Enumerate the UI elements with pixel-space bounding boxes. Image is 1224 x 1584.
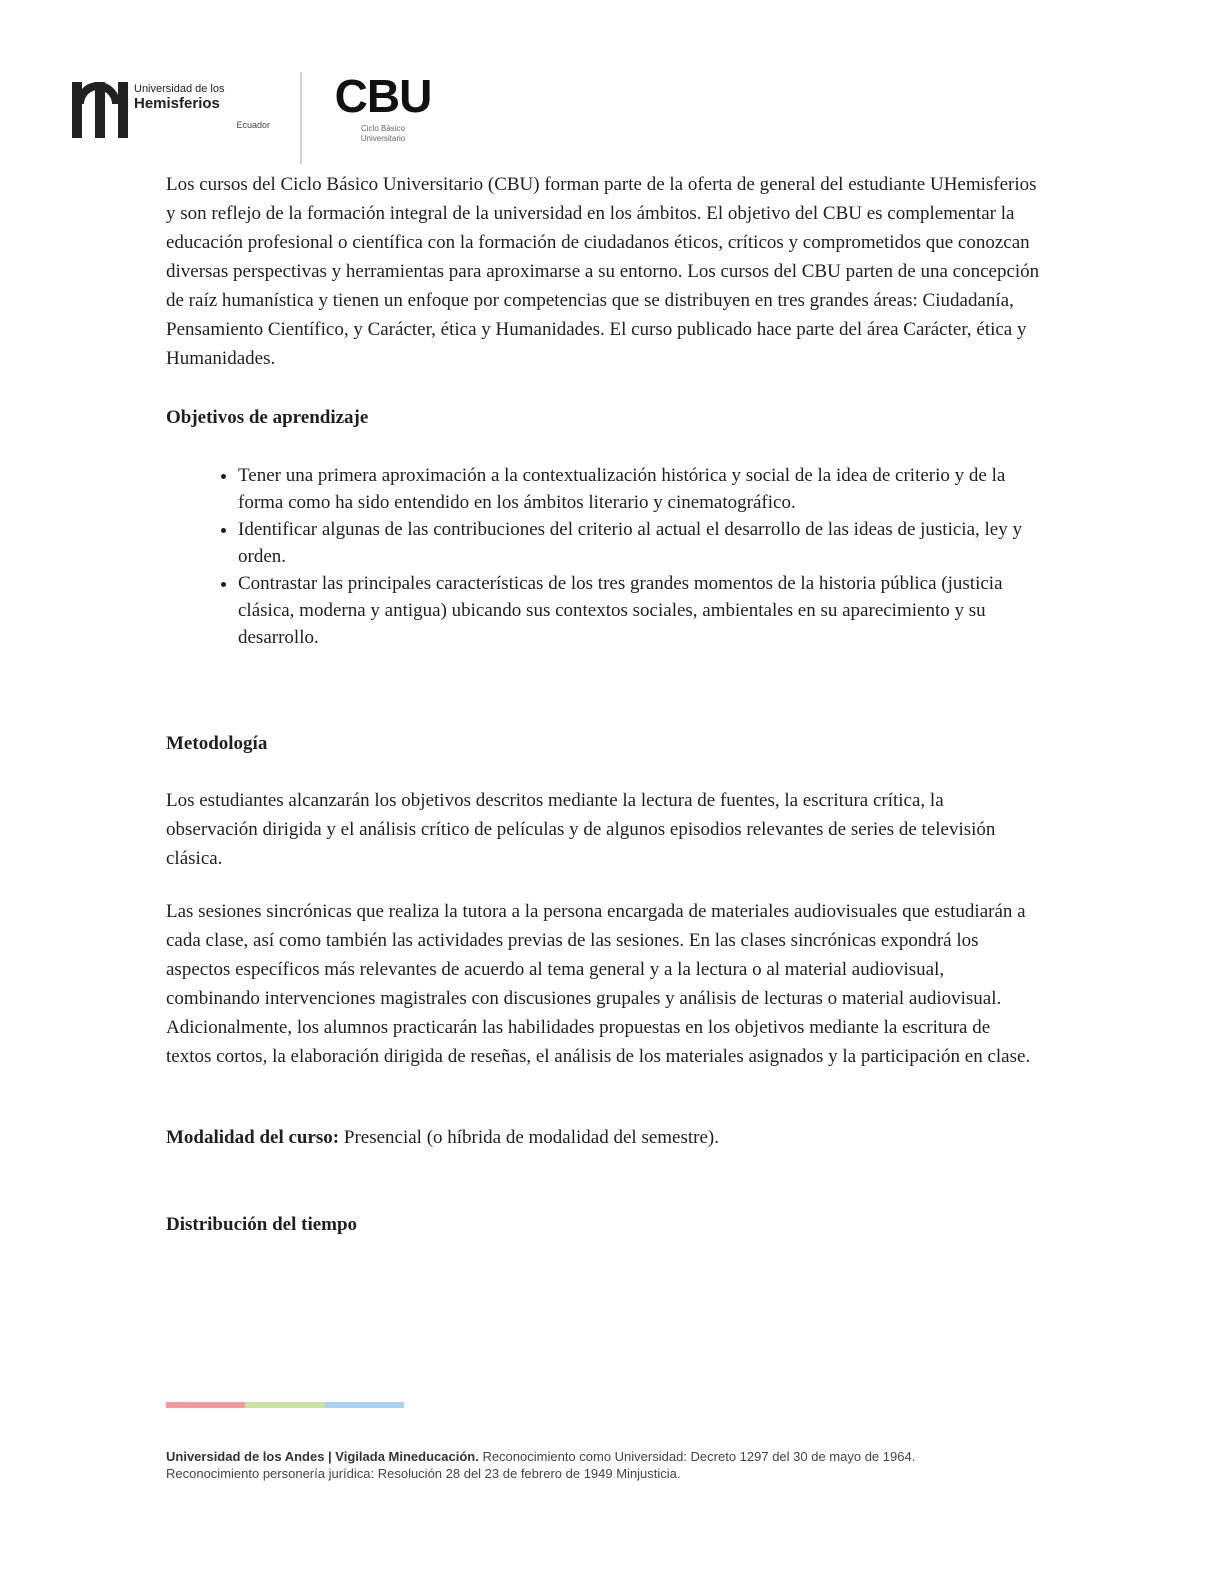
cbu-logo: [328, 72, 438, 160]
university-logo: [72, 78, 272, 154]
footer-recognition: Reconocimiento como Universidad: Decreto 1297 del 30 de mayo de 1964.: [478, 1449, 916, 1464]
university-logo-line3: Ecuador: [236, 120, 270, 131]
cbu-logo-line2: Universitario: [360, 134, 406, 143]
objectives-heading: Objetivos de aprendizaje: [166, 407, 369, 428]
footer-line-1: [166, 1448, 1046, 1465]
footer-institution: Universidad de los Andes | Vigilada Mineducación.: [166, 1449, 479, 1464]
color-bar-segment: [245, 1402, 324, 1408]
cbu-logo-subtitle: [328, 124, 438, 144]
objectives-list: [166, 462, 1040, 651]
modality-line: [166, 1123, 1040, 1152]
methodology-paragraph-1: Los estudiantes alcanzarán los objetivos descritos mediante la lectura de fuentes, la escritura crítica, la observación dirigida y el análisis crítico de películas y de algunos episodios relevantes de series de televisión clásica.: [166, 790, 996, 869]
document-body: [166, 170, 1040, 1239]
page-footer: [166, 1448, 1046, 1482]
methodology-paragraph-2: Las sesiones sincrónicas que realiza la tutora a la persona encargada de materiales audiovisuales que estudiarán a cada clase, así como también las actividades previas de las sesiones. En las clases sincrónicas expondrá los aspectos específicos más relevantes de acuerdo al tema general y a la lectura o al material audiovisual, combinando intervenciones magistrales con discusiones grupales y análisis de lecturas o material audiovisual. Adicionalmente, los alumnos practicarán las habilidades propuestas en los objetivos mediante la escritura de textos cortos, la elaboración dirigida de reseñas, el análisis de los materiales asignados y la participación en clase.: [166, 901, 1031, 1067]
cbu-logo-line1: Ciclo Básico: [360, 124, 405, 133]
header-divider: [300, 72, 302, 164]
cbu-logo-mark: CBU: [334, 70, 432, 122]
distribution-heading: Distribución del tiempo: [166, 1214, 358, 1235]
modality-value: Presencial (o híbrida de modalidad del semestre).: [343, 1127, 719, 1148]
university-logo-line1: Universidad de los: [134, 83, 225, 95]
university-logo-text: [134, 84, 270, 131]
university-emblem-icon: [72, 82, 128, 138]
modality-label: Modalidad del curso:: [166, 1127, 340, 1148]
page-header: [72, 72, 452, 164]
footer-color-bar: [166, 1402, 404, 1408]
objective-item: • Tener una primera aproximación a la contextualización histórica y social de la idea de criterio y de la forma como ha sido entendido en los ámbitos literario y cinematográfico.: [238, 462, 1040, 516]
color-bar-segment: [325, 1402, 404, 1408]
objective-item: • Contrastar las principales características de los tres grandes momentos de la historia pública (justicia clásica, moderna y antigua) ubicando sus contextos sociales, ambientales en su aparecimiento y su desarrollo.: [238, 570, 1040, 651]
footer-line-2: Reconocimiento personería jurídica: Resolución 28 del 23 de febrero de 1949 Minjusticia.: [166, 1466, 681, 1481]
objective-item: • Identificar algunas de las contribuciones del criterio al actual el desarrollo de las ideas de justicia, ley y orden.: [238, 516, 1040, 570]
intro-paragraph: Los cursos del Ciclo Básico Universitario (CBU) forman parte de la oferta de general del estudiante UHemisferios y son reflejo de la formación integral de la universidad en los ámbitos. El objetivo del CBU es complementar la educación profesional o científica con la formación de ciudadanos éticos, críticos y comprometidos que conozcan diversas perspectivas y herramientas para aproximarse a su entorno. Los cursos del CBU parten de una concepción de raíz humanística y tienen un enfoque por competencias que se distribuyen en tres grandes áreas: Ciudadanía, Pensamiento Científico, y Carácter, ética y Humanidades. El curso publicado hace parte del área Carácter, ética y Humanidades.: [166, 174, 1040, 369]
university-logo-line2: Hemisferios: [134, 94, 220, 112]
methodology-heading: Metodología: [166, 733, 268, 754]
color-bar-segment: [166, 1402, 245, 1408]
